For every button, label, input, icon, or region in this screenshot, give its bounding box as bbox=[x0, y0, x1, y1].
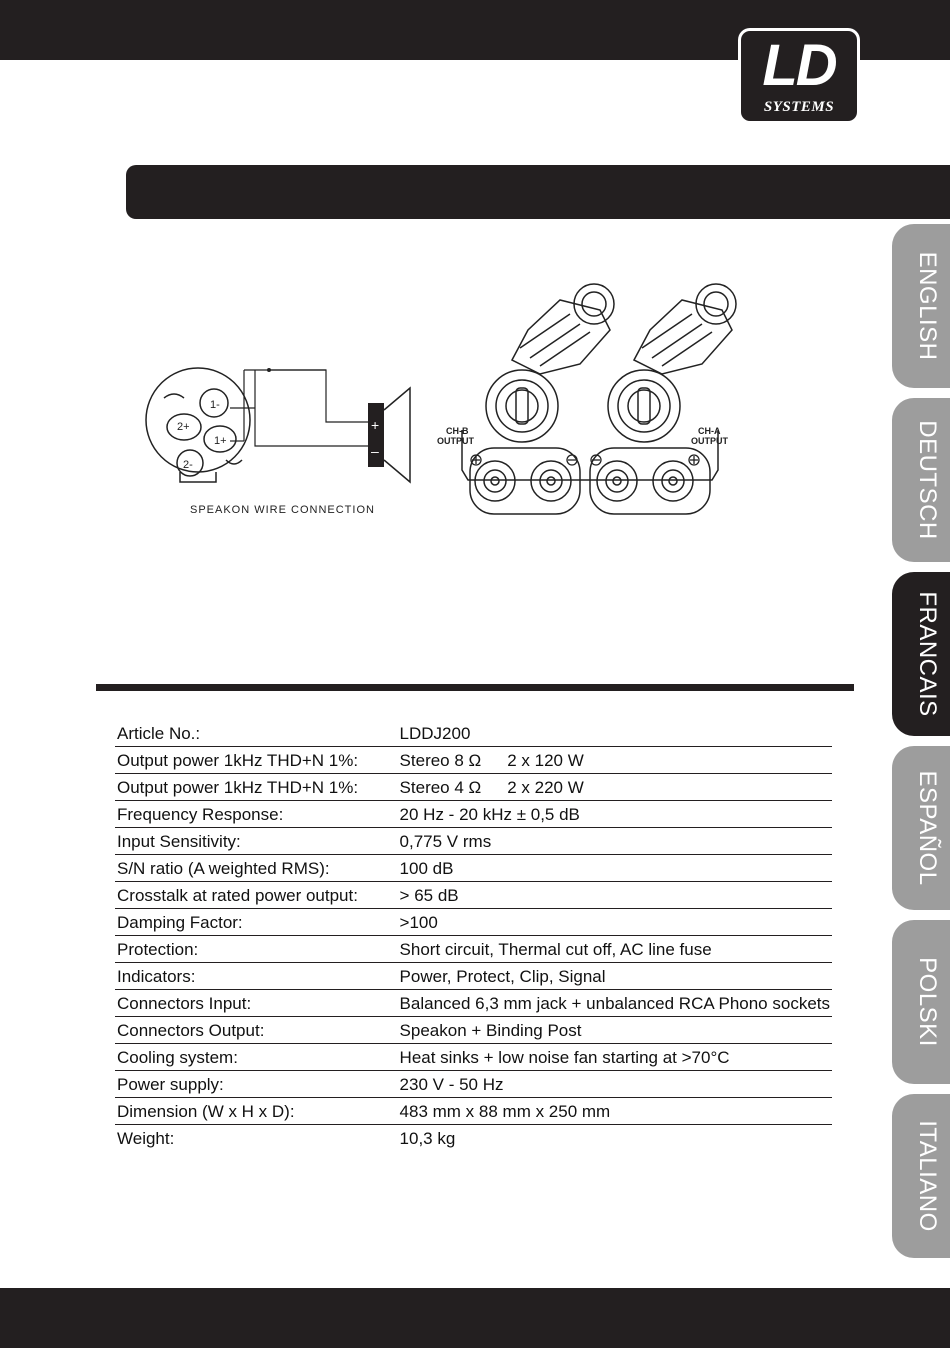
spec-value: Speakon + Binding Post bbox=[399, 1021, 582, 1040]
spec-value: Stereo 4 Ω bbox=[399, 778, 482, 797]
spec-value: Short circuit, Thermal cut off, AC line fuse bbox=[399, 940, 712, 959]
tab-italiano[interactable] bbox=[892, 1094, 950, 1258]
ch-b-output-label: OUTPUT bbox=[437, 436, 474, 446]
speaker-plus-label: + bbox=[371, 417, 380, 433]
spec-value-cell bbox=[398, 747, 832, 774]
spec-label: Input Sensitivity: bbox=[115, 828, 398, 855]
spec-value: 483 mm x 88 mm x 250 mm bbox=[399, 1102, 611, 1121]
spec-label: Dimension (W x H x D): bbox=[115, 1098, 398, 1125]
spec-label: Weight: bbox=[117, 1129, 175, 1148]
spec-row bbox=[115, 990, 832, 1017]
spec-row bbox=[115, 801, 832, 828]
pin-label-1-plus: 1+ bbox=[214, 435, 227, 447]
tab-label: ENGLISH bbox=[914, 251, 941, 361]
ch-b-label: CH-B bbox=[446, 426, 469, 436]
spec-label: S/N ratio (A weighted RMS): bbox=[115, 855, 398, 882]
speakon-plug-right bbox=[634, 284, 736, 374]
spec-value-cell bbox=[398, 1017, 832, 1044]
diagram-caption: SPEAKON WIRE CONNECTION bbox=[190, 504, 375, 516]
spec-label: Indicators: bbox=[115, 963, 398, 990]
spec-value-cell bbox=[398, 720, 832, 747]
spec-label: Article No.: bbox=[115, 720, 398, 747]
pin-label-1-minus: 1- bbox=[210, 399, 220, 411]
logo-sub-text: SYSTEMS bbox=[763, 99, 835, 115]
spec-value-cell bbox=[398, 909, 832, 936]
speaker-icon bbox=[368, 388, 410, 482]
tab-label: ITALIANO bbox=[914, 1120, 941, 1232]
spec-value: > 65 dB bbox=[399, 886, 459, 905]
spec-value-cell bbox=[398, 1044, 832, 1071]
spec-row bbox=[115, 855, 832, 882]
spec-value-cell bbox=[398, 828, 832, 855]
section-header-band bbox=[126, 165, 950, 219]
spec-row bbox=[115, 1044, 832, 1071]
spec-value: Heat sinks + low noise fan starting at >70°C bbox=[399, 1048, 730, 1067]
pin-label-2-plus: 2+ bbox=[177, 421, 190, 433]
ld-systems-logo bbox=[738, 28, 860, 124]
spec-value-cell bbox=[398, 1125, 832, 1152]
spec-label: Protection: bbox=[115, 936, 398, 963]
spec-label: Power supply: bbox=[115, 1071, 398, 1098]
spec-row bbox=[115, 747, 832, 774]
spec-row bbox=[115, 774, 832, 801]
spec-value: Power, Protect, Clip, Signal bbox=[399, 967, 606, 986]
spec-row bbox=[115, 1125, 832, 1152]
wire-junction bbox=[267, 368, 271, 372]
spec-value: >100 bbox=[399, 913, 438, 932]
spec-value: 10,3 kg bbox=[399, 1129, 456, 1148]
spec-value-cell bbox=[398, 1098, 832, 1125]
spec-label: Connectors Output: bbox=[115, 1017, 398, 1044]
spec-row bbox=[115, 1071, 832, 1098]
tab-polski[interactable] bbox=[892, 920, 950, 1084]
ch-a-output-label: OUTPUT bbox=[691, 436, 728, 446]
spec-label: Output power 1kHz THD+N 1%: bbox=[115, 747, 398, 774]
spec-value-secondary: 2 x 120 W bbox=[507, 751, 584, 770]
tab-english[interactable] bbox=[892, 224, 950, 388]
spec-label: Crosstalk at rated power output: bbox=[115, 882, 398, 909]
spec-label: Output power 1kHz THD+N 1%: bbox=[115, 774, 398, 801]
spec-label: Connectors Input: bbox=[115, 990, 398, 1017]
spec-value-cell bbox=[398, 963, 832, 990]
spec-value: 230 V - 50 Hz bbox=[399, 1075, 504, 1094]
tab-espanol[interactable] bbox=[892, 746, 950, 910]
specifications-table bbox=[115, 720, 832, 1151]
spec-row bbox=[115, 828, 832, 855]
bottom-bar bbox=[0, 1288, 950, 1348]
spec-value-cell bbox=[398, 855, 832, 882]
spec-value: 100 dB bbox=[399, 859, 454, 878]
spec-row bbox=[115, 909, 832, 936]
tab-label: ESPAÑOL bbox=[914, 770, 941, 886]
spec-value-cell bbox=[398, 801, 832, 828]
spec-value-cell bbox=[398, 936, 832, 963]
spec-value: 20 Hz - 20 kHz ± 0,5 dB bbox=[399, 805, 580, 824]
spec-row bbox=[115, 882, 832, 909]
spec-label: Damping Factor: bbox=[115, 909, 398, 936]
ch-a-label: CH-A bbox=[698, 426, 721, 436]
spec-row bbox=[115, 1098, 832, 1125]
spec-label: Cooling system: bbox=[115, 1044, 398, 1071]
speakon-jack-ch-b bbox=[486, 370, 558, 442]
speaker-connection-diagram bbox=[140, 270, 740, 530]
spec-value: Stereo 8 Ω bbox=[399, 751, 482, 770]
speakon-jack-ch-a bbox=[608, 370, 680, 442]
spec-value-cell bbox=[398, 774, 832, 801]
speakon-plug-left bbox=[512, 284, 614, 374]
logo-main-text: LD bbox=[762, 33, 836, 98]
spec-label: Frequency Response: bbox=[115, 801, 398, 828]
spec-row bbox=[115, 720, 832, 747]
section-divider-rule bbox=[96, 684, 854, 691]
pin-label-2-minus: 2- bbox=[183, 459, 193, 471]
speaker-minus-label: – bbox=[371, 443, 379, 459]
tab-label: FRANCAIS bbox=[914, 591, 941, 717]
tab-deutsch[interactable] bbox=[892, 398, 950, 562]
spec-value-cell bbox=[398, 1071, 832, 1098]
spec-value-secondary: 2 x 220 W bbox=[507, 778, 584, 797]
amplifier-rear-panel bbox=[462, 430, 718, 514]
spec-value: 0,775 V rms bbox=[399, 832, 492, 851]
tab-label: DEUTSCH bbox=[914, 420, 941, 540]
connection-wires bbox=[230, 370, 368, 446]
spec-value: LDDJ200 bbox=[399, 724, 471, 743]
spec-value: Balanced 6,3 mm jack + unbalanced RCA Phono sockets bbox=[399, 994, 830, 1013]
tab-label: POLSKI bbox=[914, 957, 941, 1047]
spec-value-cell bbox=[398, 990, 832, 1017]
spec-row bbox=[115, 963, 832, 990]
spec-row bbox=[115, 1017, 832, 1044]
speakon-socket-drawing bbox=[146, 368, 250, 482]
spec-row bbox=[115, 936, 832, 963]
spec-value-cell bbox=[398, 882, 832, 909]
tab-francais[interactable] bbox=[892, 572, 950, 736]
